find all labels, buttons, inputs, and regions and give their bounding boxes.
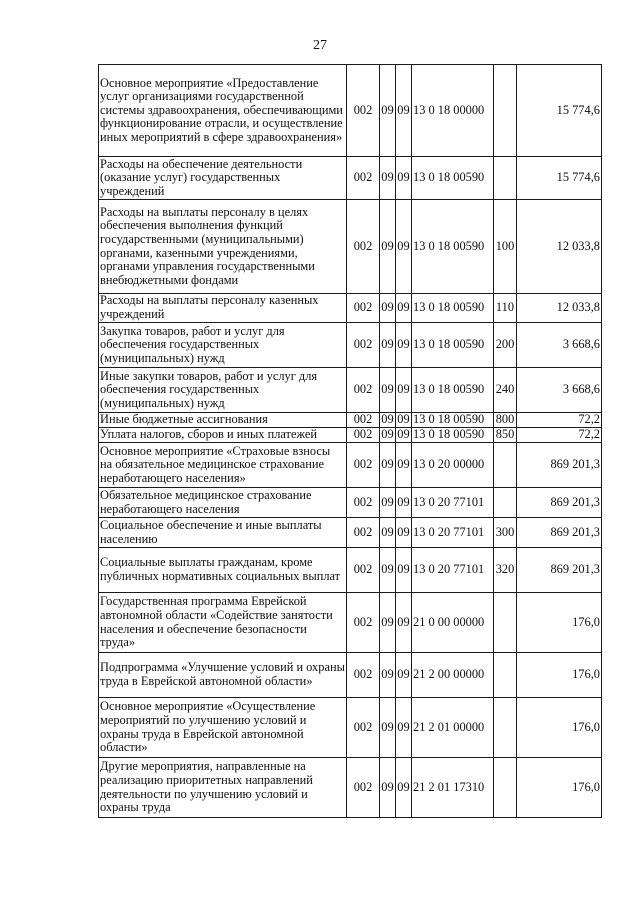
page-number: 27 <box>313 38 327 53</box>
section-code: 09 <box>380 653 396 698</box>
target-article-code: 13 0 18 00590 <box>412 294 494 323</box>
item-name: Основное мероприятие «Осуществление мероприятий по улучшению условий и охраны труда в Еврейской автономной области» <box>99 698 347 758</box>
item-name: Расходы на обеспечение деятельности (оказание услуг) государственных учреждений <box>99 157 347 200</box>
item-name: Социальные выплаты гражданам, кроме публичных нормативных социальных выплат <box>99 548 347 593</box>
item-name: Уплата налогов, сборов и иных платежей <box>99 428 347 443</box>
section-code: 09 <box>380 443 396 488</box>
item-name: Обязательное медицинское страхование неработающего населения <box>99 488 347 518</box>
amount: 3 668,6 <box>517 323 602 368</box>
table-row <box>99 294 602 323</box>
expense-type-code: 800 <box>494 413 517 428</box>
subsection-code: 09 <box>396 294 412 323</box>
target-article-code: 13 0 18 00590 <box>412 323 494 368</box>
subsection-code: 09 <box>396 368 412 413</box>
amount: 869 201,3 <box>517 443 602 488</box>
subsection-code: 09 <box>396 65 412 157</box>
item-name: Закупка товаров, работ и услуг для обеспечения государственных (муниципальных) нужд <box>99 323 347 368</box>
subsection-code: 09 <box>397 412 410 427</box>
section-code: 09 <box>380 368 396 413</box>
subsection-code: 09 <box>396 758 412 818</box>
item-name: Другие мероприятия, направленные на реализацию приоритетных направлений деятельности по улучшению условий и охраны труда <box>99 758 347 818</box>
item-name: Иные закупки товаров, работ и услуг для обеспечения государственных (муниципальных) нужд <box>99 368 347 413</box>
admin-code: 002 <box>347 294 380 323</box>
item-name: Основное мероприятие «Предоставление услуг организациями государственной системы здравоохранения, обеспечивающими функционирование отрасли, и осуществление иных мероприятий в сфере здравоохранения» <box>99 65 347 157</box>
amount: 869 201,3 <box>517 548 602 593</box>
subsection-code: 09 <box>396 518 412 548</box>
section-code: 09 <box>380 65 396 157</box>
amount: 176,0 <box>517 593 602 653</box>
table-row <box>99 323 602 368</box>
item-name: Основное мероприятие «Страховые взносы на обязательное медицинское страхование неработающего населения» <box>99 443 347 488</box>
amount: 72,2 <box>517 428 602 443</box>
table-row <box>99 593 602 653</box>
expense-type-code <box>494 488 517 518</box>
subsection-code: 09 <box>396 548 412 593</box>
admin-code: 002 <box>347 157 380 200</box>
admin-code: 002 <box>347 698 380 758</box>
admin-code: 002 <box>347 368 380 413</box>
admin-code: 002 <box>347 548 380 593</box>
admin-code: 002 <box>347 413 380 428</box>
expense-type-code <box>494 443 517 488</box>
expense-type-code <box>494 65 517 157</box>
admin-code: 002 <box>347 593 380 653</box>
amount: 72,2 <box>517 413 602 428</box>
subsection-code: 09 <box>396 488 412 518</box>
subsection-code: 09 <box>396 653 412 698</box>
item-name: Государственная программа Еврейской автономной области «Содействие занятости населения и обеспечение безопасности труда» <box>99 593 347 653</box>
expense-type-code: 320 <box>494 548 517 593</box>
section-code: 09 <box>380 593 396 653</box>
expense-type-code <box>494 758 517 818</box>
subsection-code: 09 <box>396 698 412 758</box>
amount: 176,0 <box>517 758 602 818</box>
target-article-code: 13 0 18 00590 <box>412 368 494 413</box>
target-article-code: 13 0 20 77101 <box>412 488 494 518</box>
table-row <box>99 413 602 428</box>
item-name: Расходы на выплаты персоналу в целях обеспечения выполнения функций государственными (муниципальными) органами, казенными учреждениями, органами управления государственными внебюджетными фондами <box>99 200 347 294</box>
expense-type-code: 240 <box>494 368 517 413</box>
expense-type-code <box>494 157 517 200</box>
target-article-code: 13 0 18 00590 <box>412 428 494 443</box>
subsection-code: 09 <box>396 593 412 653</box>
section-code: 09 <box>380 758 396 818</box>
target-article-code: 13 0 20 00000 <box>412 443 494 488</box>
amount: 15 774,6 <box>517 157 602 200</box>
target-article-code: 21 2 01 00000 <box>412 698 494 758</box>
amount: 869 201,3 <box>517 518 602 548</box>
table-row <box>99 653 602 698</box>
item-name: Социальное обеспечение и иные выплаты населению <box>99 518 347 548</box>
expense-type-code: 850 <box>494 428 517 443</box>
table-row <box>99 698 602 758</box>
subsection-code: 09 <box>396 200 412 294</box>
target-article-code: 13 0 20 77101 <box>412 548 494 593</box>
expense-type-code <box>494 593 517 653</box>
subsection-code: 09 <box>396 157 412 200</box>
section-code: 09 <box>380 698 396 758</box>
admin-code: 002 <box>347 518 380 548</box>
subsection-code: 09 <box>396 323 412 368</box>
target-article-code: 21 2 00 00000 <box>412 653 494 698</box>
section-code: 09 <box>380 488 396 518</box>
section-code: 09 <box>381 427 394 442</box>
admin-code: 002 <box>347 443 380 488</box>
expense-type-code: 300 <box>494 518 517 548</box>
table-row <box>99 518 602 548</box>
section-code: 09 <box>380 518 396 548</box>
target-article-code: 21 2 01 17310 <box>412 758 494 818</box>
admin-code: 002 <box>347 200 380 294</box>
table-row <box>99 488 602 518</box>
target-article-code: 13 0 18 00590 <box>412 413 494 428</box>
target-article-code: 13 0 18 00590 <box>412 200 494 294</box>
section-code: 09 <box>380 294 396 323</box>
amount: 15 774,6 <box>517 65 602 157</box>
section-code: 09 <box>380 548 396 593</box>
section-code: 09 <box>381 412 394 427</box>
target-article-code: 13 0 20 77101 <box>412 518 494 548</box>
section-code: 09 <box>380 323 396 368</box>
item-name: Иные бюджетные ассигнования <box>99 413 347 428</box>
budget-table-body <box>99 65 602 818</box>
target-article-code: 13 0 18 00000 <box>412 65 494 157</box>
section-code: 09 <box>380 200 396 294</box>
admin-code: 002 <box>347 488 380 518</box>
admin-code: 002 <box>347 65 380 157</box>
table-row <box>99 157 602 200</box>
item-name: Подпрограмма «Улучшение условий и охраны труда в Еврейской автономной области» <box>99 653 347 698</box>
table-row <box>99 368 602 413</box>
target-article-code: 21 0 00 00000 <box>412 593 494 653</box>
section-code: 09 <box>380 157 396 200</box>
admin-code: 002 <box>347 758 380 818</box>
expense-type-code: 100 <box>494 200 517 294</box>
table-row <box>99 428 602 443</box>
amount: 176,0 <box>517 698 602 758</box>
amount: 176,0 <box>517 653 602 698</box>
table-row <box>99 758 602 818</box>
amount: 3 668,6 <box>517 368 602 413</box>
table-row <box>99 443 602 488</box>
expense-type-code <box>494 653 517 698</box>
amount: 12 033,8 <box>517 200 602 294</box>
table-row <box>99 65 602 157</box>
subsection-code: 09 <box>396 443 412 488</box>
expense-type-code: 110 <box>494 294 517 323</box>
expense-type-code <box>494 698 517 758</box>
expense-type-code: 200 <box>494 323 517 368</box>
subsection-code: 09 <box>397 427 410 442</box>
table-row <box>99 548 602 593</box>
item-name: Расходы на выплаты персоналу казенных учреждений <box>99 294 347 323</box>
admin-code: 002 <box>347 323 380 368</box>
admin-code: 002 <box>347 653 380 698</box>
budget-table <box>98 64 602 818</box>
table-row <box>99 200 602 294</box>
amount: 869 201,3 <box>517 488 602 518</box>
amount: 12 033,8 <box>517 294 602 323</box>
target-article-code: 13 0 18 00590 <box>412 157 494 200</box>
admin-code: 002 <box>347 428 380 443</box>
